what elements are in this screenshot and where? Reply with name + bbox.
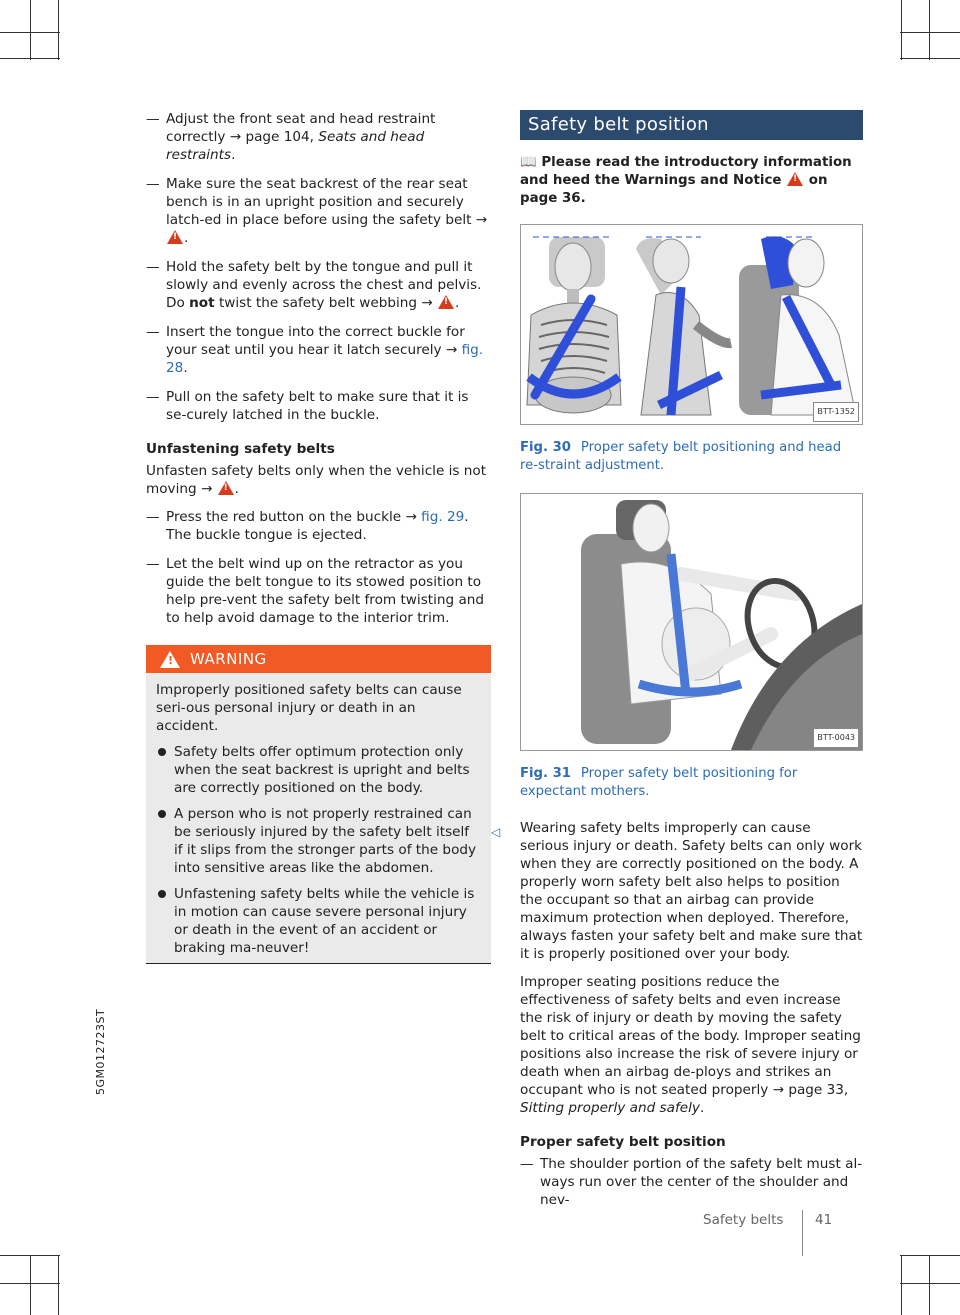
figure-link[interactable]: fig. 28 xyxy=(166,342,484,376)
crop-mark xyxy=(30,0,31,60)
body-text: Unfasten safety belts only when the vehicle is not moving xyxy=(146,463,487,497)
step-text: Pull on the safety belt to make sure that it is se-curely latched in the buckle. xyxy=(166,389,469,423)
document-code: 5GM012723ST xyxy=(94,1008,107,1095)
page-ref[interactable]: page 104, xyxy=(241,129,319,145)
arrow-icon: → xyxy=(421,295,433,311)
body-text: Improper seating positions reduce the effectiveness of safety belts and even increase the risk of injury or death by moving the safety belt to critical areas of the body. Improper seating positions also increase the risk of severe injury or death when an airbag de-ploys and strikes an occupant who is not seated properly xyxy=(520,974,861,1098)
paragraph-wearing: Wearing safety belts improperly can cause serious injury or death. Safety belts can only work when they are correctly positioned on the body. A properly worn safety belt also helps to position the occupant so that an airbag can provide maximum protection when deployed. Therefore, always fasten your safety belt and make sure that it is properly positioned over your body. xyxy=(520,820,863,962)
page-number: 41 xyxy=(815,1212,833,1228)
unfasten-text xyxy=(146,462,491,498)
warning-icon[interactable] xyxy=(787,172,803,186)
punct: . xyxy=(231,147,236,163)
intro-text: on page 36. xyxy=(520,173,828,206)
warning-icon xyxy=(160,651,180,668)
step-text: The shoulder portion of the safety belt must al-ways run over the center of the shoulder and nev- xyxy=(540,1156,863,1208)
warning-box xyxy=(146,645,491,964)
proper-heading: Proper safety belt position xyxy=(520,1134,726,1150)
warning-title: WARNING xyxy=(190,650,267,668)
figure-31-caption xyxy=(520,765,863,801)
crop-mark xyxy=(30,1255,31,1315)
crop-mark xyxy=(929,1255,930,1315)
warning-intro: Improperly positioned safety belts can cause seri-ous personal injury or death in an accident. xyxy=(156,682,462,734)
step-press-button xyxy=(146,508,491,544)
bullet-icon xyxy=(158,890,166,898)
paragraph-improper xyxy=(520,973,863,1117)
crop-mark xyxy=(900,58,960,59)
crop-mark xyxy=(0,58,60,59)
warning-bullet xyxy=(156,743,481,797)
arrow-icon: → xyxy=(200,481,213,497)
punct: . xyxy=(183,360,188,376)
arrow-icon: → xyxy=(229,129,242,145)
punct: . xyxy=(234,481,239,497)
step-adjust-seat xyxy=(146,110,491,164)
right-column xyxy=(520,110,863,1220)
crop-mark xyxy=(901,1255,902,1315)
left-column xyxy=(146,110,491,964)
dash: — xyxy=(146,324,160,340)
footer-divider xyxy=(802,1210,803,1256)
caption-text: Proper safety belt positioning and head re-straint adjustment. xyxy=(520,440,842,473)
step-rear-seat xyxy=(146,175,491,247)
step-text: twist the safety belt webbing xyxy=(214,295,422,311)
step-text: . The buckle tongue is ejected. xyxy=(166,509,469,543)
belt-position-illustration xyxy=(521,225,862,424)
crop-mark xyxy=(929,0,930,60)
step-insert-tongue xyxy=(146,323,491,377)
warning-body xyxy=(146,673,491,963)
punct: . xyxy=(184,230,189,246)
crop-mark xyxy=(900,1255,960,1256)
warning-header xyxy=(146,645,491,673)
ref-title[interactable]: Sitting properly and safely xyxy=(520,1100,700,1116)
figure-code: BTT-0043 xyxy=(813,728,859,748)
caption-text: Proper safety belt positioning for expectant mothers. xyxy=(520,766,798,799)
dash: — xyxy=(146,111,160,127)
page-ref[interactable]: page 33, xyxy=(784,1082,849,1098)
figure-label: Fig. 30 xyxy=(520,440,571,455)
arrow-icon: → xyxy=(772,1082,785,1098)
dash: — xyxy=(146,556,160,572)
arrow-icon: → xyxy=(445,342,458,358)
ref-title[interactable]: Seats and head restraints xyxy=(166,129,425,163)
bullet-text: Safety belts offer optimum protection only when the seat backrest is upright and belts are correctly positioned on the body. xyxy=(174,744,470,796)
section-title: Safety belt position xyxy=(520,110,863,140)
punct: . xyxy=(455,295,460,311)
section-end-icon: ◁ xyxy=(491,825,501,839)
step-hold-belt xyxy=(146,258,491,312)
warning-bullet xyxy=(156,885,481,957)
bullet-icon xyxy=(158,810,166,818)
dash: — xyxy=(146,259,160,275)
figure-label: Fig. 31 xyxy=(520,766,571,781)
bullet-text: Unfastening safety belts while the vehicle is in motion can cause severe personal injury or death in the event of an accident or braking ma-neuver! xyxy=(174,886,475,956)
dash: — xyxy=(146,389,160,405)
step-text: Hold the safety belt by the tongue and pull it slowly and evenly across the chest and pelvis. Do xyxy=(166,259,482,311)
unfasten-heading: Unfastening safety belts xyxy=(146,441,335,457)
warning-icon[interactable] xyxy=(218,481,234,495)
figure-code: BTT-1352 xyxy=(813,402,859,422)
step-text: Insert the tongue into the correct buckle for your seat until you hear it latch securely xyxy=(166,324,465,358)
emphasis: not xyxy=(189,295,215,311)
warning-bullet xyxy=(156,805,481,877)
expectant-mother-illustration xyxy=(521,494,862,750)
bullet-text: A person who is not properly restrained can be seriously injured by the safety belt itself if it slips from the stronger parts of the body into sensitive areas like the abdomen. xyxy=(174,806,477,876)
warning-icon[interactable] xyxy=(167,230,183,244)
punct: . xyxy=(699,1100,705,1116)
step-text: Let the belt wind up on the retractor as you guide the belt tongue to its stowed position to help pre-vent the safety belt from twisting and to help avoid damage to the interior trim. xyxy=(166,556,485,626)
figure-30 xyxy=(520,224,863,425)
step-text: Press the red button on the buckle xyxy=(166,509,406,525)
crop-mark xyxy=(900,1283,960,1284)
arrow-icon: → xyxy=(475,212,488,228)
step-pull-belt xyxy=(146,388,491,424)
crop-mark xyxy=(58,1255,59,1315)
bullet-icon xyxy=(158,748,166,756)
arrow-icon: → xyxy=(405,509,417,525)
intro-note xyxy=(520,154,863,208)
step-text: Adjust the front seat and head restraint correctly xyxy=(166,111,436,145)
crop-mark xyxy=(900,32,960,33)
step-shoulder-portion xyxy=(520,1155,863,1209)
book-icon: 📖 xyxy=(520,155,537,170)
warning-icon[interactable] xyxy=(438,295,454,309)
figure-31 xyxy=(520,493,863,751)
dash: — xyxy=(146,509,160,525)
step-text: Make sure the seat backrest of the rear seat bench is in an upright position and securely latch-ed in place before using the safety belt xyxy=(166,176,476,228)
crop-mark xyxy=(901,0,902,60)
crop-mark xyxy=(58,0,59,60)
figure-link[interactable]: fig. 29 xyxy=(416,509,465,525)
dash: — xyxy=(520,1156,534,1172)
warning-end-rule xyxy=(146,963,491,964)
figure-30-caption xyxy=(520,439,863,475)
dash: — xyxy=(146,176,160,192)
footer-chapter: Safety belts xyxy=(703,1212,784,1228)
step-wind-belt xyxy=(146,555,491,627)
intro-text: Please read the introductory information and heed the Warnings and Notice xyxy=(520,155,852,188)
